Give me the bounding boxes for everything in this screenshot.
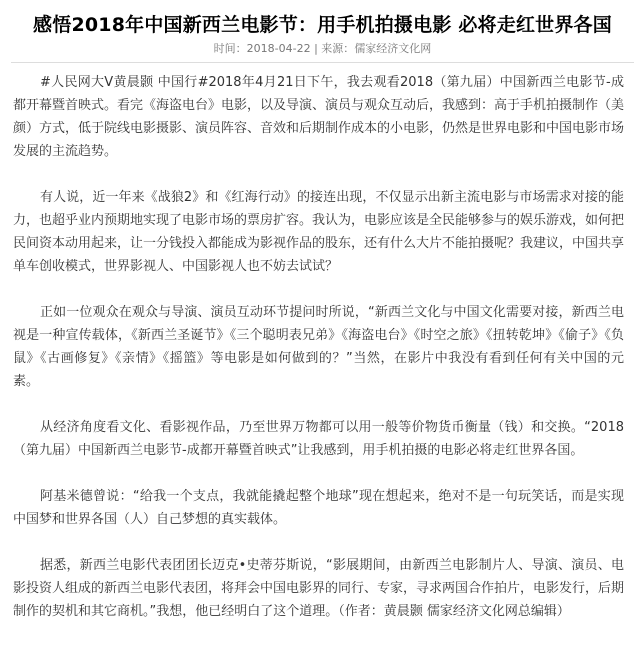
meta-time-value: 2018-04-22	[246, 42, 311, 55]
paragraph-3: 正如一位观众在观众与导演、演员互动环节提问时所说，“新西兰文化与中国文化需要对接，新西兰电视是一种宣传载体，《新西兰圣诞节》《三个聪明表兄弟》《海盗电台》《时空之旅》《扭转乾坤》《偷子》《负鼠》《古画修复》《亲情》《摇篮》等电影是如何做到的？”当然，在影片中我没有看到任何有关中国的元素。	[13, 305, 624, 389]
paragraph-2: 有人说，近一年来《战狼2》和《红海行动》的接连出现，不仅显示出新主流电影与市场需求对接的能力，也超乎业内预期地实现了电影市场的票房扩容。我认为，电影应该是全民能够参与的娱乐游戏，如何把民间资本动用起来，让一分钱投入都能成为影视作品的股东，还有什么大片不能拍摄呢？我建议，中国共享单车创收模式，世界影视人、中国影视人也不妨去试试？	[13, 190, 625, 274]
meta-time-label: 时间：	[213, 42, 247, 55]
article-meta	[7, 42, 638, 56]
paragraph-6: 据悉，新西兰电影代表团团长迈克•史蒂芬斯说，“影展期间，由新西兰电影制片人、导演、演员、电影投资人组成的新西兰电影代表团，将拜会中国电影界的同行、专家，寻求两国合作拍片，电影发行，后期制作的契机和其它商机。”我想，他已经明白了这个道理。（作者：黄晨颢 儒家经济文化网总编辑）	[13, 558, 625, 619]
divider	[11, 62, 634, 63]
article-title: 感悟2018年中国新西兰电影节：用手机拍摄电影 必将走红世界各国	[33, 14, 612, 36]
meta-separator: | 来源：	[314, 42, 355, 55]
paragraph-5: 阿基米德曾说：“给我一个支点，我就能撬起整个地球”现在想起来，绝对不是一句玩笑话，而是实现中国梦和世界各国（人）自己梦想的真实载体。	[13, 489, 624, 527]
article-body	[7, 71, 638, 623]
paragraph-4: 从经济角度看文化、看影视作品，乃至世界万物都可以用一般等价物货币衡量（钱）和交换。“2018（第九届）中国新西兰电影节-成都开幕暨首映式”让我感到，用手机拍摄的电影必将走红世界各国。	[13, 420, 624, 458]
paragraph-1: #人民网大V黄晨颢 中国行#2018年4月21日下午，我去观看2018（第九届）中国新西兰电影节-成都开幕暨首映式。看完《海盗电台》电影，以及导演、演员与观众互动后，我感到：高于手机拍摄制作（美颜）方式，低于院线电影摄影、演员阵容、音效和后期制作成本的小电影，仍然是世界电影和中国电影市场发展的主流趋势。	[13, 75, 625, 159]
meta-source-value: 儒家经济文化网	[354, 42, 432, 55]
